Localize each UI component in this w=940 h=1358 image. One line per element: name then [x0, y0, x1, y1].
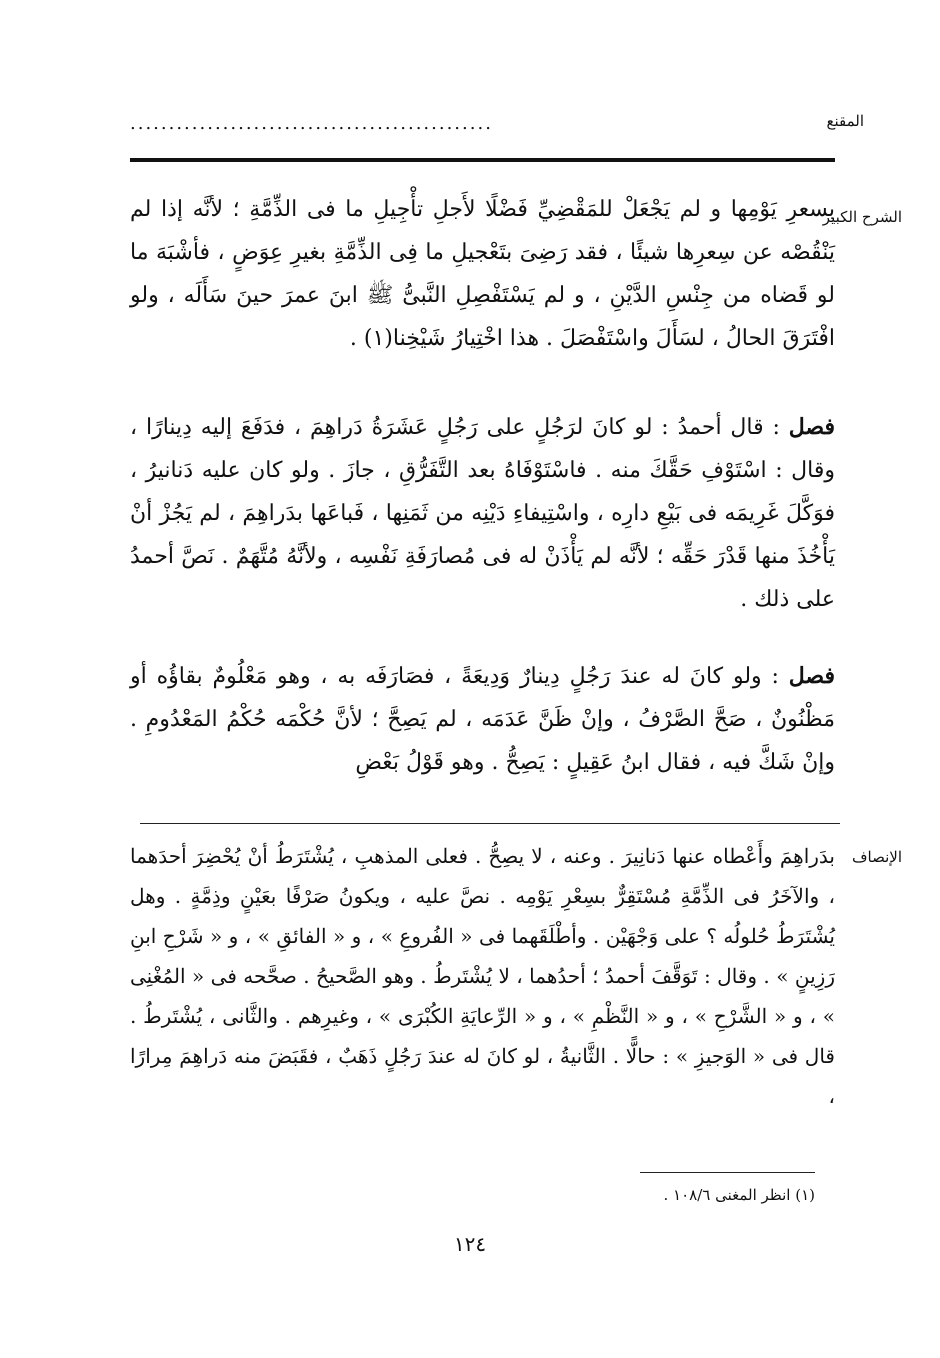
running-header-title: المقنع: [826, 112, 864, 130]
insaf-commentary: بدَراهِمَ وأَعْطاه عنها دَنانِيرَ . وعنه ، لا يصِحُّ . فعلى المذهبِ ، يُشْتَرَطُ أنْ يُحْضِرَ أحدَهما ، والآخَرُ فى الذِّمَّةِ مُسْتَقِرٌّ بسِعْرِ يَوْمِه . نصَّ عليه ، ويكونُ صَرْفًا بعَيْنٍ وذِمَّةٍ . وهل يُشْتَرَطُ حُلولُه ؟ على وَجْهَيْن . وأطْلَقَهما فى « الفُروعِ » ، و « الفائقِ » ، و « شَرْحِ ابنِ رَزِينٍ » . وقال : تَوَقَّفَ أحمدُ ؛ أحدُهما ، لا يُشْتَرطُ . وهو الصَّحيحُ . صحَّحه فى « المُغْنِى » ، و « الشَّرْحِ » ، و « النَّظْمِ » ، و « الرِّعايَةِ الكُبْرَى » ، وغيرِهم . والثَّانى ، يُشْتَرطُ . قال فى « الوَجيزِ » : حالًّا . الثَّانيةُ ، لو كانَ له عندَ رَجُلٍ ذَهَبٌ ، فقَبَضَ منه دَراهِمَ مِرارًا ،: [130, 844, 835, 1108]
paragraph-1-text: بسعرِ يَوْمِها و لم يَجْعَلْ للمَقْضِيِّ فَضْلًا لأَجلِ تأْجِيلِ ما فى الذِّمَّةِ ؛ لأنَّه إذا لم يَنْقُصْه عن سِعرِها شيئًا ، فقد رَضِىَ بتَعْجيلِ ما فِى الذِّمَّةِ بغيرِ عِوَضٍ ، فأشْبَهَ ما لو قَضاه من جِنْسِ الدَّيْنِ ، و لم يَسْتَفْصِلِ النَّبىُّ ﷺ ابنَ عمرَ حينَ سَأَلَه ، ولو افْتَرَقَ الحالُ ، لسَأَلَ واسْتَفْصَلَ . هذا اخْتِيارُ شَيْخِنا(١) .: [130, 197, 835, 351]
page-number: ١٢٤: [453, 1232, 487, 1256]
header-rule: [130, 158, 835, 162]
margin-label-insaf: الإنصاف: [851, 848, 902, 866]
paragraph-3-text: : ولو كانَ له عندَ رَجُلٍ دِينارٌ وَدِيعَةً ، فصَارَفَه به ، وهو مَعْلُومٌ بقاؤُه أو مَظْنُونٌ ، صَحَّ الصَّرْفُ ، وإنْ ظَنَّ عَدَمَه ، لم يَصِحَّ ؛ لأنَّ حُكْمَه حُكْمُ المَعْدُومِ . وإنْ شَكَّ فيه ، فقال ابنُ عَقِيلٍ : يَصِحُّ . وهو قَوْلُ بَعْضِ: [130, 664, 835, 775]
footnote-divider: [640, 1172, 815, 1173]
paragraph-3-body: [130, 655, 835, 784]
section-divider: [140, 823, 840, 824]
main-paragraph-1: [130, 188, 835, 360]
main-paragraph-3: [130, 655, 835, 784]
paragraph-2-text: : قال أحمدُ : لو كانَ لرَجُلٍ على رَجُلٍ عَشَرَةُ دَراهِمَ ، فدَفَعَ إليه دِينارًا ، وقال : اسْتَوْفِ حَقَّكَ منه . فاسْتَوْفَاهُ بعد التَّفَرُّقِ ، جازَ . ولو كان عليه دَنانيرُ ، فوَكَّلَ غَرِيمَه فى بَيْعِ دارِه ، واسْتِيفاءِ دَيْنِه من ثَمَنِها ، فَباعَها بدَراهِمَ ، لم يَجُزْ أنْ يَأْخُذَ منها قَدْرَ حَقِّه ؛ لأنَّه لم يَأْذَنْ له فى مُصارَفَةِ نَفْسِه ، ولأنَّهُ مُتَّهَمٌ . نَصَّ أحمدُ على ذلك .: [130, 415, 835, 612]
margin-label-sharh: الشرح الكبير: [822, 208, 902, 226]
paragraph-2-body: [130, 406, 835, 621]
fasl-heading-2: فصل: [788, 663, 835, 689]
header-dotted-leader: ...............................................: [130, 113, 493, 134]
main-paragraph-2: [130, 406, 835, 621]
footnote: (١) انظر المغنى ١٠٨/٦ .: [663, 1186, 815, 1204]
fasl-heading-1: فصل: [788, 414, 835, 440]
